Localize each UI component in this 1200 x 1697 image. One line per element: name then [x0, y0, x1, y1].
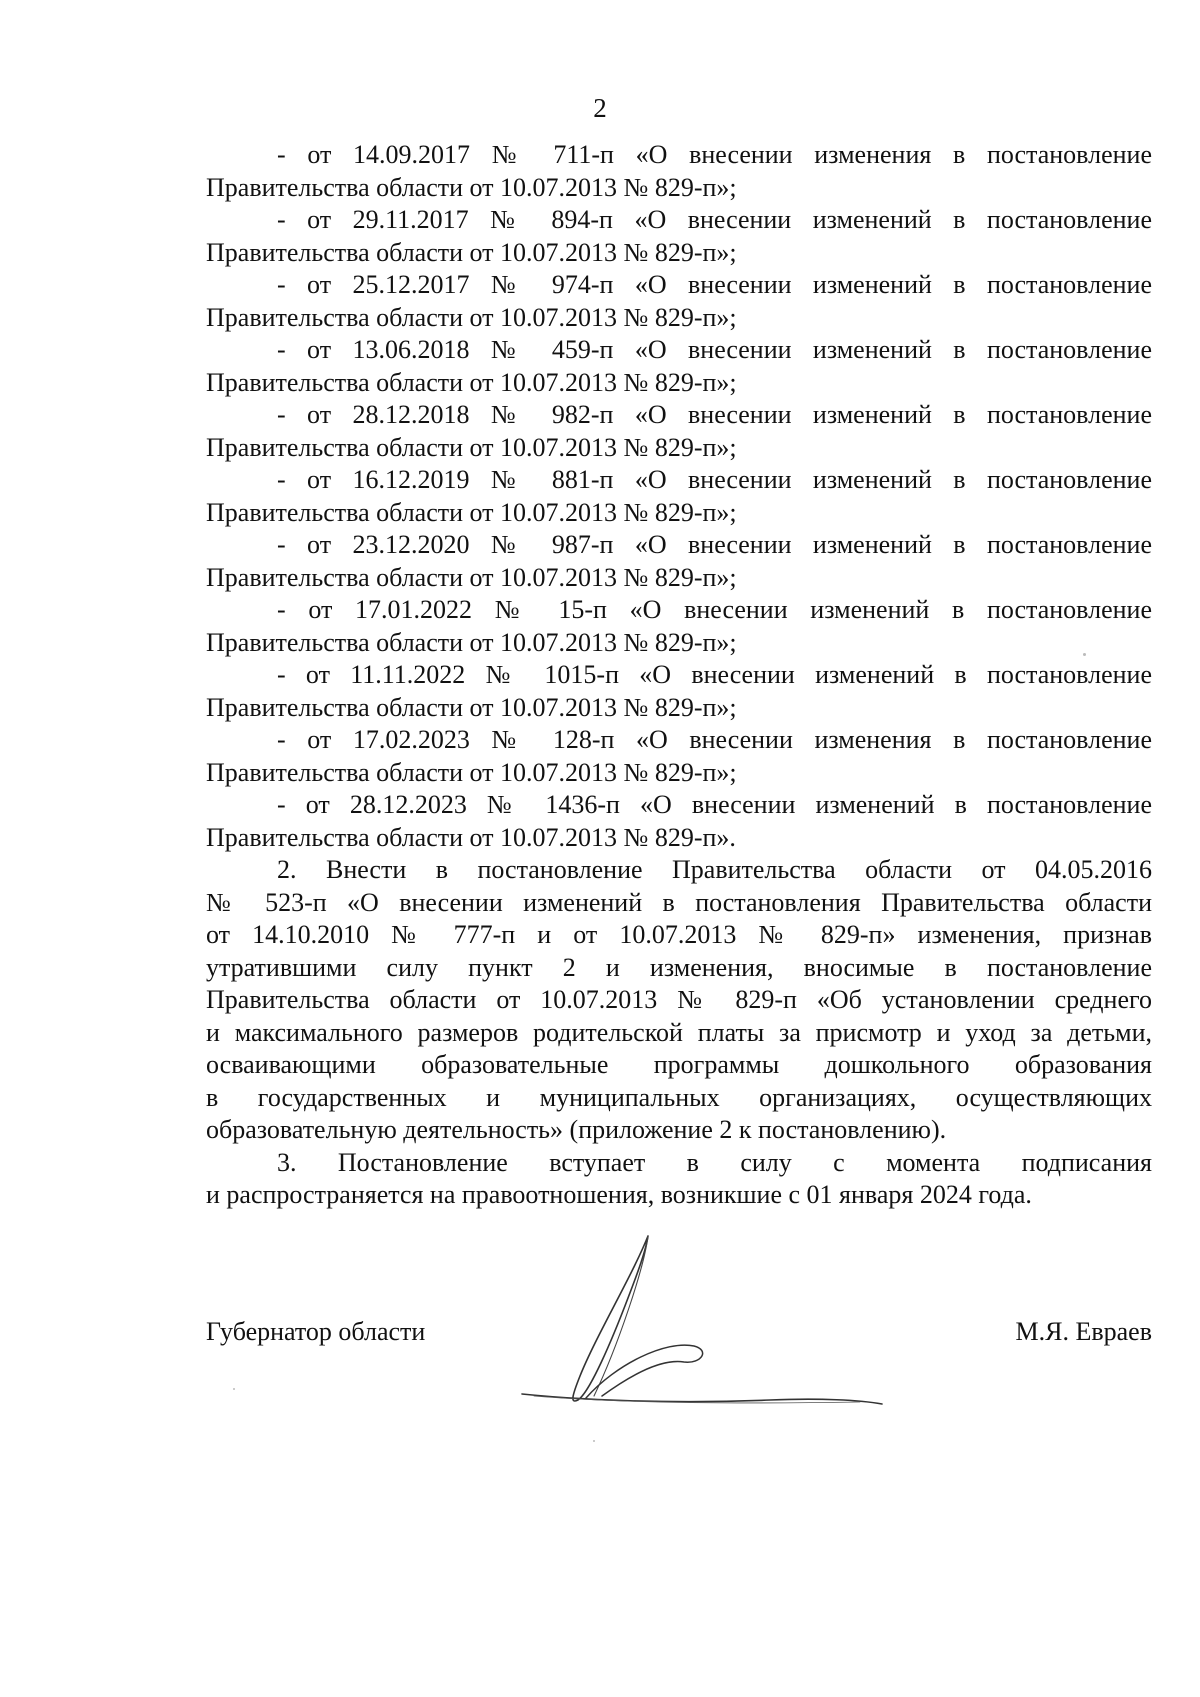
paragraph-2 [206, 854, 1152, 1147]
amendment-list-item [206, 334, 1152, 399]
signer-title: Губернатор области [206, 1317, 426, 1346]
amendment-line: - от 17.01.2022 № 15-п «О внесении изменений в постановление [277, 595, 1152, 624]
paragraph-line: от 14.10.2010 № 777-п и от 10.07.2013 № 829-п» изменения, признав [206, 920, 1152, 949]
amendment-line: - от 13.06.2018 № 459-п «О внесении изменений в постановление [277, 335, 1152, 364]
amendment-line: Правительства области от 10.07.2013 № 829-п»; [206, 367, 737, 397]
scan-speck [1083, 653, 1086, 656]
amendment-line: - от 23.12.2020 № 987-п «О внесении изменений в постановление [277, 530, 1152, 559]
signer-name: М.Я. Евраев [1015, 1317, 1152, 1346]
scan-speck [233, 1388, 235, 1390]
amendment-line: - от 11.11.2022 № 1015-п «О внесении изменений в постановление [277, 660, 1152, 689]
amendment-line: - от 28.12.2023 № 1436-п «О внесении изменений в постановление [277, 790, 1152, 819]
amendment-line: - от 28.12.2018 № 982-п «О внесении изменений в постановление [277, 400, 1152, 429]
handwritten-signature [520, 1228, 930, 1428]
amendment-line: Правительства области от 10.07.2013 № 829-п»; [206, 302, 737, 332]
amendment-line: Правительства области от 10.07.2013 № 829-п»; [206, 692, 737, 722]
amendment-line: Правительства области от 10.07.2013 № 829-п»; [206, 237, 737, 267]
amendment-list-item [206, 204, 1152, 269]
page-number: 2 [593, 93, 607, 123]
amendment-list [206, 139, 1152, 854]
paragraph-line: и распространяется на правоотношения, возникшие с 01 января 2024 года. [206, 1180, 1032, 1209]
paragraph-line: утратившими силу пункт 2 и изменения, вносимые в постановление [206, 952, 1152, 982]
paragraph-line: в государственных и муниципальных организациях, осуществляющих [206, 1082, 1152, 1112]
amendment-line: Правительства области от 10.07.2013 № 829-п»; [206, 562, 737, 592]
amendment-list-item [206, 399, 1152, 464]
document-body [206, 139, 1152, 1212]
amendment-line: - от 16.12.2019 № 881-п «О внесении изменений в постановление [277, 465, 1152, 494]
amendment-list-item [206, 659, 1152, 724]
amendment-line: - от 17.02.2023 № 128-п «О внесении изменения в постановление [277, 725, 1152, 754]
paragraph-line: 3. Постановление вступает в силу с момента подписания [277, 1147, 1152, 1177]
paragraph-line: осваивающими образовательные программы дошкольного образования [206, 1050, 1152, 1079]
paragraph-line: образовательную деятельность» (приложение 2 к постановлению). [206, 1115, 947, 1144]
amendment-line: - от 29.11.2017 № 894-п «О внесении изменений в постановление [277, 205, 1152, 234]
amendment-list-item [206, 789, 1152, 854]
amendment-line: - от 25.12.2017 № 974-п «О внесении изменений в постановление [277, 270, 1152, 299]
amendment-line: - от 14.09.2017 № 711-п «О внесении изменения в постановление [277, 140, 1152, 169]
amendment-list-item [206, 724, 1152, 789]
paragraph-line: Правительства области от 10.07.2013 № 829-п «Об установлении среднего [206, 985, 1152, 1014]
amendment-list-item [206, 529, 1152, 594]
amendment-line: Правительства области от 10.07.2013 № 829-п». [206, 822, 736, 852]
amendment-line: Правительства области от 10.07.2013 № 829-п»; [206, 757, 737, 787]
amendment-line: Правительства области от 10.07.2013 № 829-п»; [206, 627, 737, 657]
scan-speck [593, 1440, 595, 1442]
amendment-list-item [206, 139, 1152, 204]
amendment-list-item [206, 464, 1152, 529]
amendment-list-item [206, 269, 1152, 334]
paragraph-line: и максимального размеров родительской платы за присмотр и уход за детьми, [206, 1017, 1152, 1047]
amendment-line: Правительства области от 10.07.2013 № 829-п»; [206, 432, 737, 462]
amendment-line: Правительства области от 10.07.2013 № 829-п»; [206, 497, 737, 527]
amendment-list-item [206, 594, 1152, 659]
paragraph-3 [206, 1147, 1152, 1212]
amendment-line: Правительства области от 10.07.2013 № 829-п»; [206, 172, 737, 202]
paragraph-line: № 523-п «О внесении изменений в постановления Правительства области [206, 887, 1152, 917]
paragraph-line: 2. Внести в постановление Правительства области от 04.05.2016 [277, 855, 1152, 884]
